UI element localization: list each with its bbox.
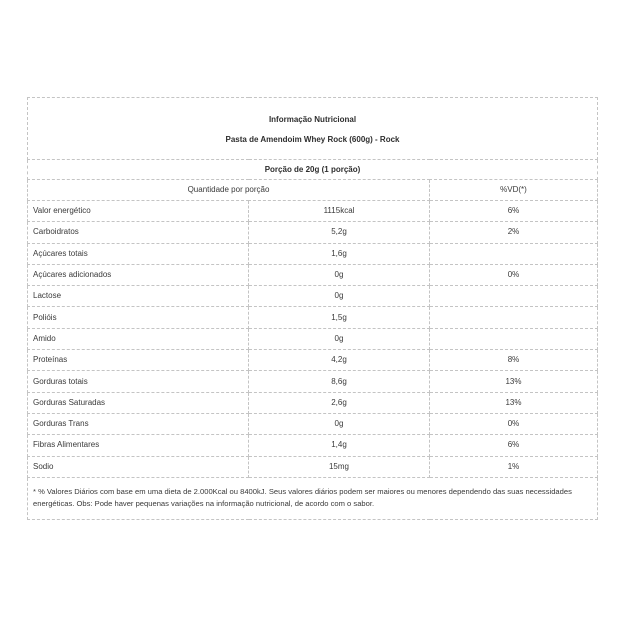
portion-label: Porção de 20g (1 porção): [28, 160, 598, 180]
nutrient-vd: [430, 328, 598, 349]
nutrient-vd: [430, 286, 598, 307]
nutrient-name: Polióis: [28, 307, 249, 328]
footnote: * % Valores Diários com base em uma dieta de 2.000Kcal ou 8400kJ. Seus valores diários podem ser maiores ou menores dependendo das suas necessidades energéticas. Obs: Pode haver pequenas variações na informação nutricional, de acordo com o sabor.: [28, 477, 598, 519]
nutrient-name: Proteínas: [28, 350, 249, 371]
table-row: [28, 435, 598, 456]
portion-row: [28, 160, 598, 180]
table-row: [28, 456, 598, 477]
vd-column-header: %VD(*): [430, 180, 598, 201]
nutrient-amount: 0g: [249, 328, 430, 349]
nutrient-amount: 0g: [249, 286, 430, 307]
table-header: [28, 98, 598, 160]
nutrient-vd: 0%: [430, 264, 598, 285]
nutrient-name: Sodio: [28, 456, 249, 477]
table-row: [28, 286, 598, 307]
nutrient-vd: 1%: [430, 456, 598, 477]
table-row: [28, 264, 598, 285]
nutrient-amount: 4,2g: [249, 350, 430, 371]
quantity-column-header: Quantidade por porção: [28, 180, 430, 201]
nutrient-name: Gorduras Trans: [28, 413, 249, 434]
table-row: [28, 307, 598, 328]
column-header-row: [28, 180, 598, 201]
nutrient-vd: 6%: [430, 435, 598, 456]
nutrient-amount: 1,5g: [249, 307, 430, 328]
table-row: [28, 371, 598, 392]
nutrient-name: Açúcares totais: [28, 243, 249, 264]
nutrient-name: Amido: [28, 328, 249, 349]
product-name: Pasta de Amendoim Whey Rock (600g) - Rock: [225, 135, 400, 144]
nutrient-vd: [430, 243, 598, 264]
nutrient-name: Açúcares adicionados: [28, 264, 249, 285]
table-row: [28, 328, 598, 349]
footer-row: [28, 477, 598, 519]
nutrient-vd: 2%: [430, 222, 598, 243]
nutrient-amount: 1,4g: [249, 435, 430, 456]
table-title: Informação Nutricional: [268, 115, 357, 124]
table-row: [28, 413, 598, 434]
nutrient-amount: 2,6g: [249, 392, 430, 413]
nutrient-amount: 1115kcal: [249, 201, 430, 222]
nutrient-name: Gorduras totais: [28, 371, 249, 392]
nutrition-table: [27, 97, 598, 520]
nutrient-amount: 0g: [249, 264, 430, 285]
nutrient-name: Fibras Alimentares: [28, 435, 249, 456]
nutrient-name: Gorduras Saturadas: [28, 392, 249, 413]
nutrient-name: Carboidratos: [28, 222, 249, 243]
nutrient-name: Valor energético: [28, 201, 249, 222]
nutrient-vd: 13%: [430, 392, 598, 413]
nutrient-amount: 15mg: [249, 456, 430, 477]
nutrient-vd: 13%: [430, 371, 598, 392]
table-header-row: [28, 98, 598, 160]
nutrient-amount: 0g: [249, 413, 430, 434]
nutrient-name: Lactose: [28, 286, 249, 307]
table-row: [28, 350, 598, 371]
nutrient-amount: 5,2g: [249, 222, 430, 243]
table-row: [28, 222, 598, 243]
nutrient-vd: 0%: [430, 413, 598, 434]
table-row: [28, 392, 598, 413]
nutrient-vd: [430, 307, 598, 328]
table-row: [28, 243, 598, 264]
table-row: [28, 201, 598, 222]
nutrient-vd: 8%: [430, 350, 598, 371]
nutrient-vd: 6%: [430, 201, 598, 222]
nutrient-amount: 1,6g: [249, 243, 430, 264]
nutrient-amount: 8,6g: [249, 371, 430, 392]
